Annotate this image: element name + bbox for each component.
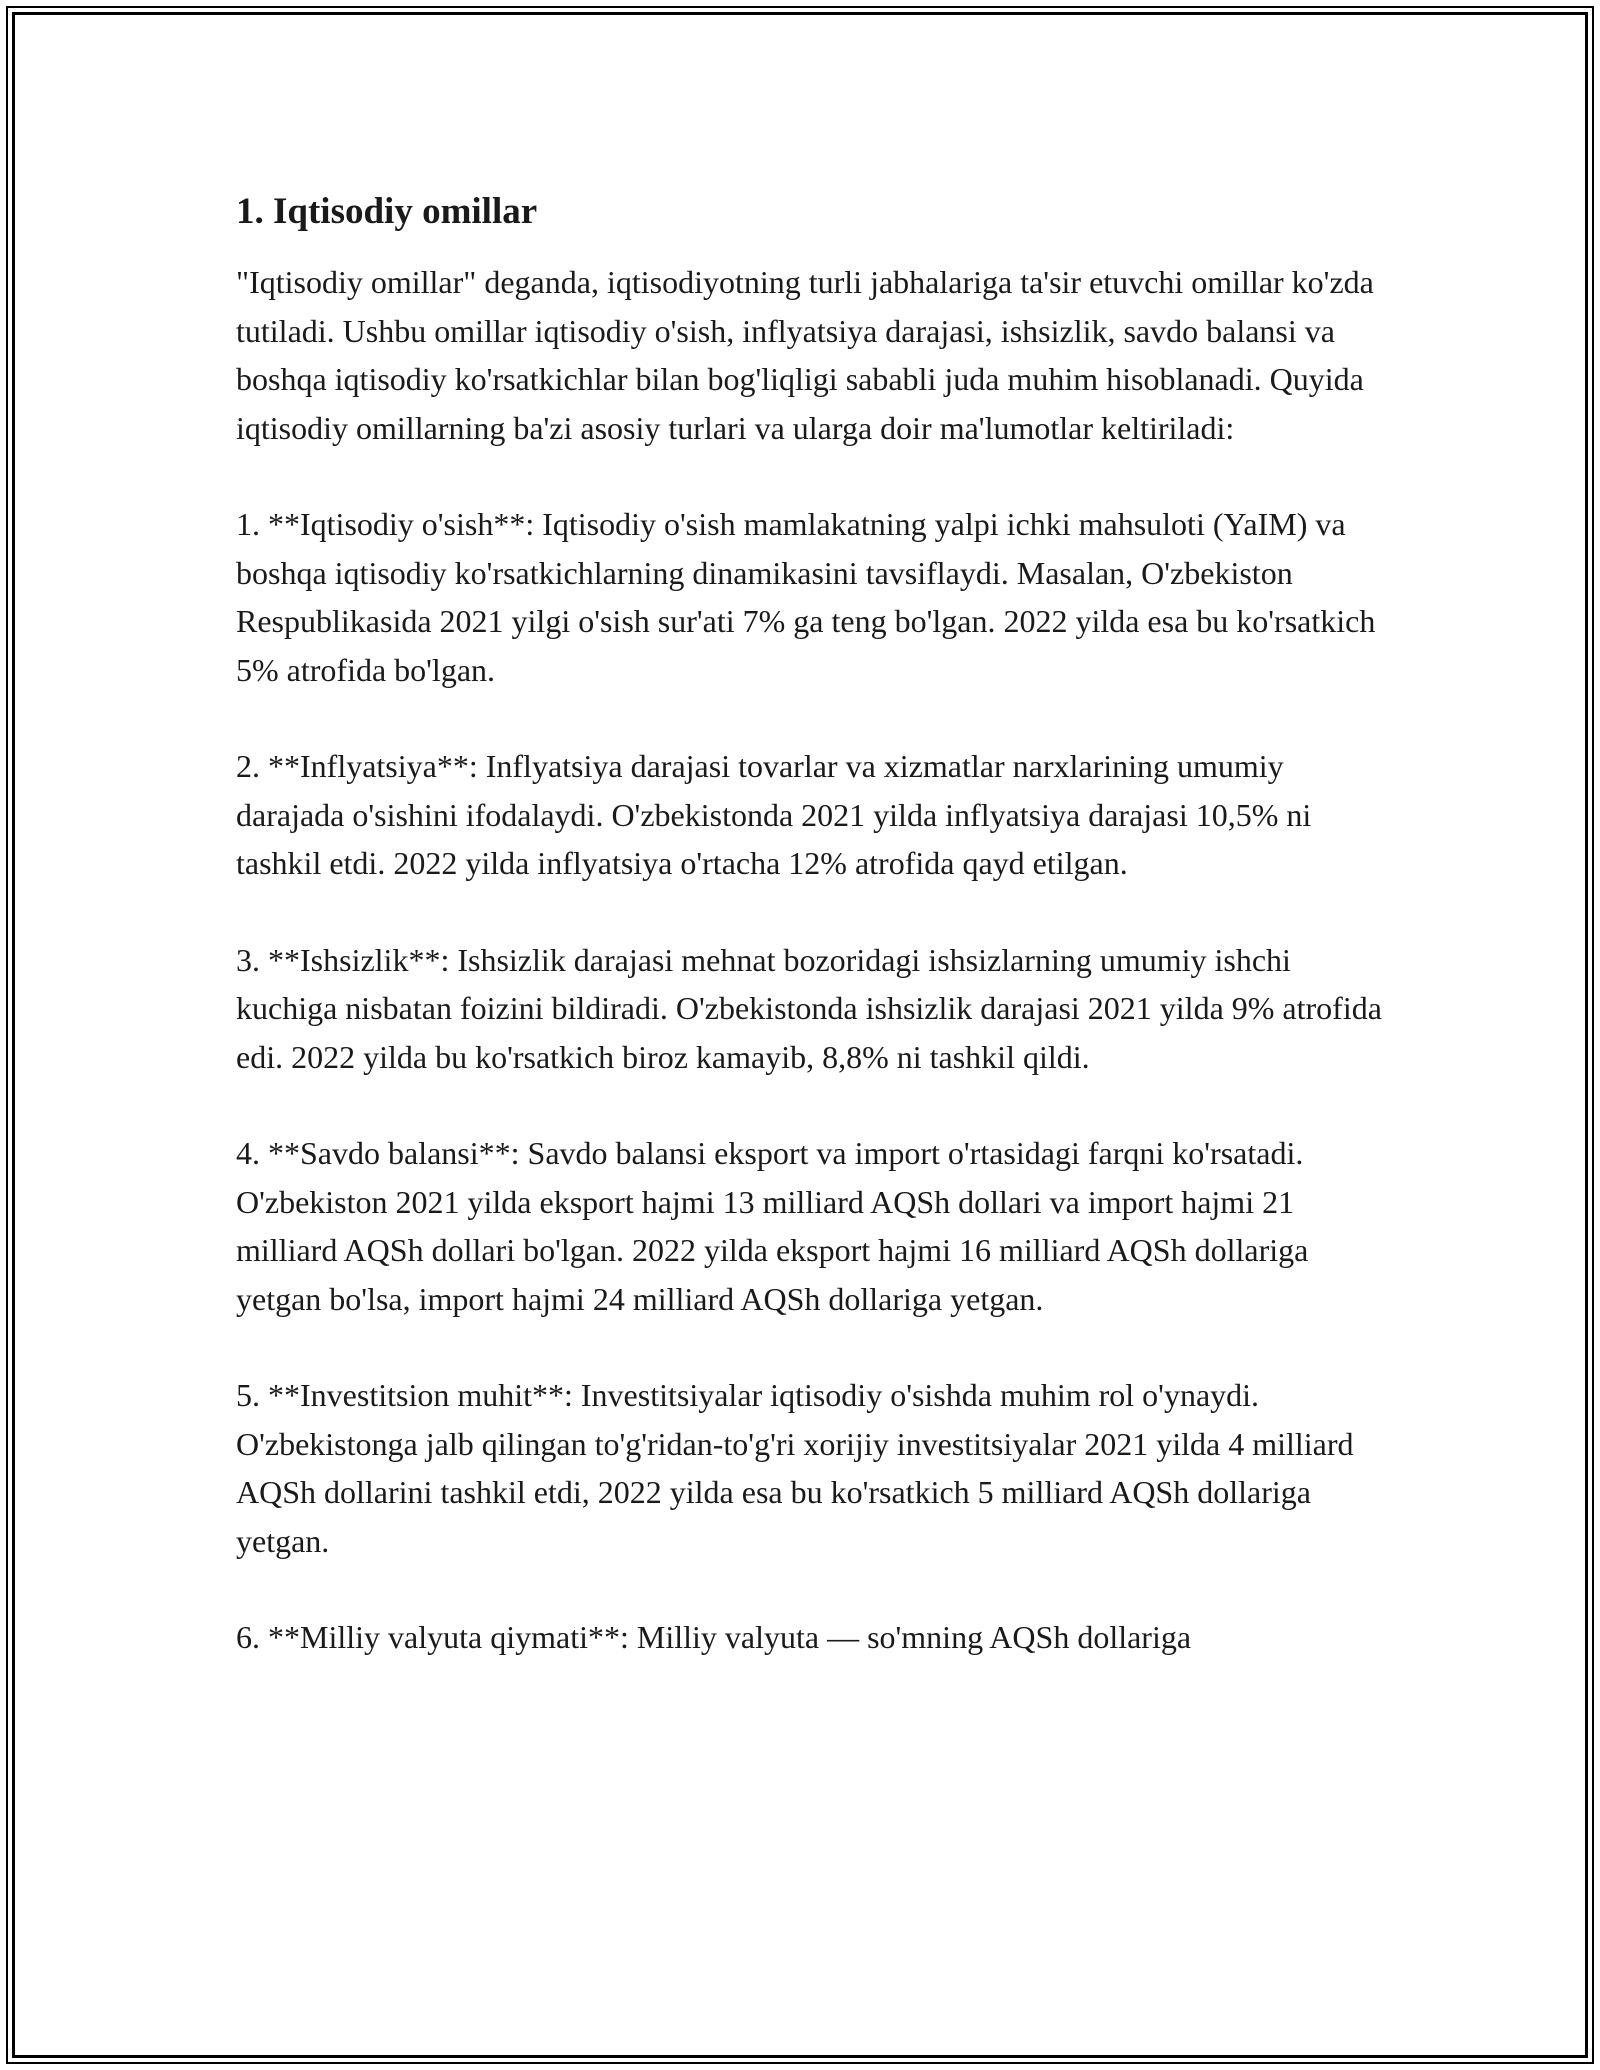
paragraph-inflation: 2. **Inflyatsiya**: Inflyatsiya darajasi tovarlar va xizmatlar narxlarining umumiy darajada o'sishini ifodalaydi. O'zbekistonda 2021 yilda inflyatsiya darajasi 10,5% ni tashkil etdi. 2022 yilda inflyatsiya o'rtacha 12% atrofida qayd etilgan. <box>236 748 1312 881</box>
section-title: 1. Iqtisodiy omillar <box>236 191 538 232</box>
intro-paragraph: "Iqtisodiy omillar" deganda, iqtisodiyotning turli jabhalariga ta'sir etuvchi omillar ko'zda tutiladi. Ushbu omillar iqtisodiy o'sish, inflyatsiya darajasi, ishsizlik, savdo balansi va boshqa iqtisodiy ko'rsatkichlar bilan bog'liqligi sababli juda muhim hisoblanadi. Quyida iqtisodiy omillarning ba'zi asosiy turlari va ularga doir ma'lumotlar keltiriladi: <box>236 264 1374 446</box>
paragraph-national-currency: 6. **Milliy valyuta qiymati**: Milliy valyuta — so'mning AQSh dollariga <box>236 1619 1192 1655</box>
paragraph-trade-balance: 4. **Savdo balansi**: Savdo balansi eksport va import o'rtasidagi farqni ko'rsatadi. O'zbekiston 2021 yilda eksport hajmi 13 milliard AQSh dollari va import hajmi 21 milliard AQSh dollari bo'lgan. 2022 yilda eksport hajmi 16 milliard AQSh dollariga yetgan bo'lsa, import hajmi 24 milliard AQSh dollariga yetgan. <box>236 1135 1309 1317</box>
paragraph-economic-growth: 1. **Iqtisodiy o'sish**: Iqtisodiy o'sish mamlakatning yalpi ichki mahsuloti (YaIM) va boshqa iqtisodiy ko'rsatkichlarning dinamikasini tavsiflaydi. Masalan, O'zbekiston Respublikasida 2021 yilgi o'sish sur'ati 7% ga teng bo'lgan. 2022 yilda esa bu ko'rsatkich 5% atrofida bo'lgan. <box>236 506 1376 688</box>
document-page <box>236 188 1386 1710</box>
paragraph-unemployment: 3. **Ishsizlik**: Ishsizlik darajasi mehnat bozoridagi ishsizlarning umumiy ishchi kuchiga nisbatan foizini bildiradi. O'zbekistonda ishsizlik darajasi 2021 yilda 9% atrofida edi. 2022 yilda bu ko'rsatkich biroz kamayib, 8,8% ni tashkil qildi. <box>236 941 1382 1075</box>
paragraph-investment: 5. **Investitsion muhit**: Investitsiyalar iqtisodiy o'sishda muhim rol o'ynaydi. O'zbekistonga jalb qilingan to'g'ridan-to'g'ri xorijiy investitsiyalar 2021 yilda 4 milliard AQSh dollarini tashkil etdi, 2022 yilda esa bu ko'rsatkich 5 milliard AQSh dollariga yetgan. <box>236 1377 1354 1559</box>
